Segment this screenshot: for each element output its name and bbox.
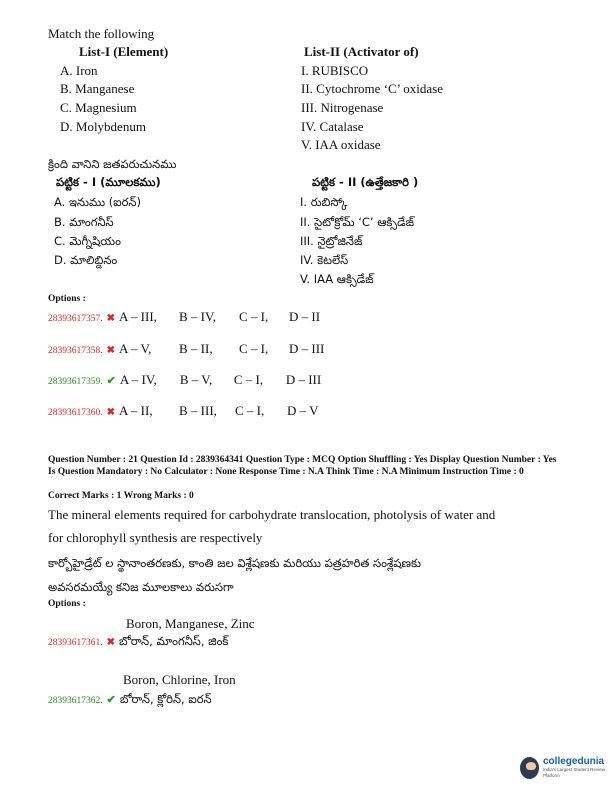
option-part: D – III <box>289 341 325 356</box>
list2-item: IV. Catalase <box>301 119 364 134</box>
option-te: బోరాన్, క్లోరిన్, ఐరన్ <box>119 692 212 706</box>
tel-list1-item: B. మాంగనీస్ <box>54 215 114 229</box>
option-id: 28393617358. <box>48 346 103 356</box>
q2-text-line1: The mineral elements required for carbohydrate translocation, photolysis of water and <box>48 507 496 522</box>
option-part: A – IV, <box>119 372 157 387</box>
option-part: B – III, <box>179 403 217 418</box>
option-part: A – II, <box>119 403 153 418</box>
q1-option-4[interactable] <box>48 403 319 419</box>
check-icon: ✔ <box>106 694 116 706</box>
list2-item: V. IAA oxidase <box>301 137 381 152</box>
option-part: D – II <box>289 309 321 324</box>
option-part: D – V <box>287 403 319 418</box>
list1-item: C. Magnesium <box>60 100 137 115</box>
option-part: A – III, <box>119 309 157 324</box>
q2-tel-line1: కార్బోహైడ్రేట్ ల స్థానాంతరణకు, కాంతి జల విశ్లేషణకు మరియు పత్రహరిత సంశ్లేషణకు <box>48 556 421 570</box>
option-te: బోరాన్, మాంగనీస్, జింక్ <box>119 634 229 648</box>
q2-option-1-en: Boron, Manganese, Zinc <box>126 616 255 631</box>
option-id: 28393617359. <box>48 377 103 387</box>
logo-tagline: India's Largest Student Review Platform <box>543 767 605 778</box>
list1-item: B. Manganese <box>60 81 135 96</box>
tel-list2-title: పట్టిక - II (ఉత్తేజకారి ) <box>312 175 419 189</box>
q1-tel-heading: క్రింది వానిని జతపరుచునము <box>48 157 177 171</box>
option-part: C – I, <box>239 341 269 356</box>
option-id: 28393617361. <box>48 638 103 648</box>
tel-list2-item: V. IAA ఆక్సిడేజ్ <box>300 272 374 286</box>
option-id: 28393617360. <box>48 408 103 418</box>
list2-title: List-II (Activator of) <box>304 44 419 59</box>
option-part: C – I, <box>235 403 265 418</box>
option-part: B – V, <box>179 372 213 387</box>
q2-option-2[interactable] <box>48 690 212 709</box>
q1-option-1[interactable] <box>48 309 320 325</box>
q2-text-line2: for chlorophyll synthesis are respectively <box>48 530 263 545</box>
q1-heading: Match the following <box>48 26 155 41</box>
list1-item: D. Molybdenum <box>60 119 146 134</box>
option-part: D – III <box>285 372 322 387</box>
tel-list1-item: C. మెగ్నీషియం <box>54 234 121 248</box>
q2-options-label: Options : <box>48 599 86 609</box>
option-part: B – IV, <box>179 309 216 324</box>
list2-item: I. RUBISCO <box>301 63 369 78</box>
logo-name: collegedunia <box>543 756 605 767</box>
tel-list1-title: పట్టిక - I (మూలకము) <box>56 175 161 189</box>
q2-option-1[interactable] <box>48 634 228 651</box>
q1-option-3[interactable] <box>48 372 321 388</box>
check-icon: ✔ <box>106 375 116 387</box>
cross-icon: ✖ <box>106 345 116 356</box>
mascot-icon <box>520 757 539 779</box>
tel-list2-item: I. రుబిస్కో <box>300 195 348 209</box>
q2-tel-line2: అవసరమయ్యే కనిజ మూలకాలు వరుసగా <box>48 580 234 594</box>
collegedunia-logo <box>520 757 612 779</box>
list2-item: II. Cytochrome ‘C’ oxidase <box>301 81 443 96</box>
list1-title: List-I (Element) <box>79 44 169 59</box>
option-part: B – II, <box>179 341 213 356</box>
option-part: C – I, <box>239 309 269 324</box>
tel-list2-item: IV. కెటలేస్ <box>300 253 349 267</box>
list1-item: A. Iron <box>60 63 98 78</box>
q1-options-label: Options : <box>48 294 86 304</box>
cross-icon: ✖ <box>106 637 116 648</box>
list2-item: III. Nitrogenase <box>301 100 384 115</box>
q2-marks: Correct Marks : 1 Wrong Marks : 0 <box>48 491 194 501</box>
option-part: A – V, <box>119 341 152 356</box>
q2-meta: Question Number : 21 Question Id : 2839364341 Question Type : MCQ Option Shuffling : Yes Display Question Number : Yes Is Question Mandatory : No Calculator : None Response Time : N.A Think Time : N.A Minimum Instruction Time : 0 <box>48 455 557 477</box>
option-part: C – I, <box>233 372 264 387</box>
q1-option-2[interactable] <box>48 341 324 357</box>
q2-option-2-en: Boron, Chlorine, Iron <box>123 672 236 687</box>
tel-list1-item: A. ఇనుము (ఐరన్) <box>54 195 141 209</box>
tel-list2-item: II. సైటోక్రోమ్ ‘C’ ఆక్సిడేజ్ <box>300 215 415 229</box>
tel-list1-item: D. మాలిబ్డినం <box>54 253 118 267</box>
cross-icon: ✖ <box>106 407 116 418</box>
option-id: 28393617357. <box>48 314 103 324</box>
tel-list2-item: III. నైట్రోజినేజ్ <box>300 234 363 248</box>
option-id: 28393617362. <box>48 696 103 706</box>
cross-icon: ✖ <box>106 313 116 324</box>
